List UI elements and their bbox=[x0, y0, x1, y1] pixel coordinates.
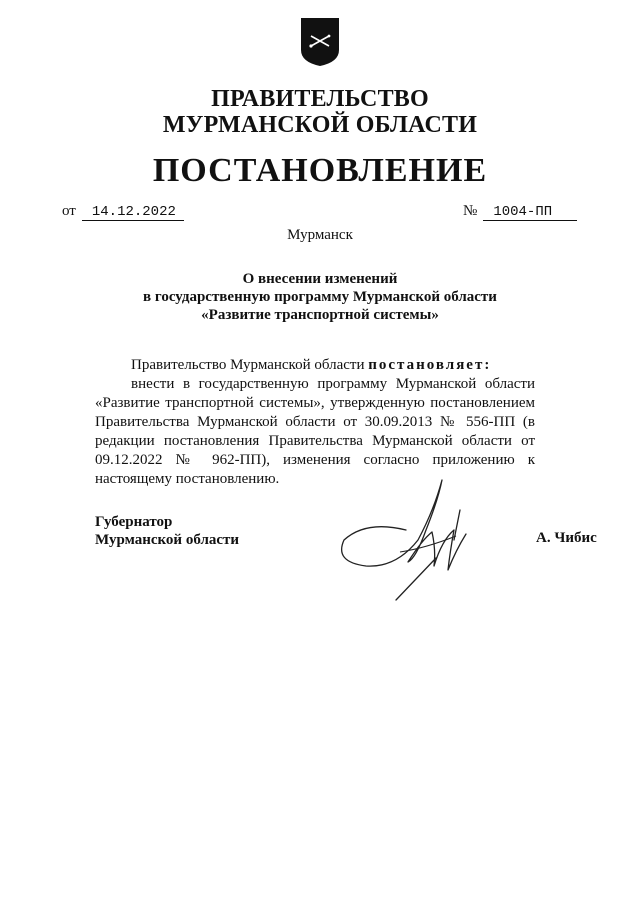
position-line: Мурманской области bbox=[95, 532, 240, 548]
document-subject bbox=[0, 270, 640, 324]
number-prefix: № bbox=[463, 203, 478, 219]
document-type-title: ПОСТАНОВЛЕНИЕ bbox=[152, 152, 488, 189]
handwritten-signature bbox=[336, 470, 486, 610]
signatory-position bbox=[95, 513, 239, 549]
document-number bbox=[463, 203, 577, 221]
org-name-line1: ПРАВИТЕЛЬСТВО bbox=[211, 86, 429, 112]
decree-intro bbox=[95, 356, 535, 375]
date-prefix: от bbox=[62, 203, 76, 219]
position-line: Губернатор bbox=[95, 514, 173, 530]
subject-line: в государственную программу Мурманской области bbox=[143, 289, 497, 305]
date-value: 14.12.2022 bbox=[82, 204, 184, 221]
coat-of-arms-icon bbox=[299, 16, 341, 68]
number-value: 1004-ПП bbox=[483, 204, 577, 221]
city-name: Мурманск bbox=[287, 227, 353, 243]
document-date bbox=[62, 203, 184, 221]
signatory-name: А. Чибис bbox=[536, 530, 597, 546]
decree-intro-text: Правительство Мурманской области bbox=[131, 357, 369, 373]
subject-line: «Развитие транспортной системы» bbox=[201, 307, 439, 323]
org-name-line2: МУРМАНСКОЙ ОБЛАСТИ bbox=[162, 112, 478, 138]
decree-paragraph: внести в государственную программу Мурманской области «Развитие транспортной системы», утвержденную постановлением Правительства Мурманской области от 30.09.2013 № 556-ПП (в редакции постановления Правительства Мурманской области от 09.12.2022 № 962-ПП), изменения согласно приложению к настоящему постановлению. bbox=[95, 376, 535, 487]
decree-keyword: постановляет: bbox=[368, 357, 492, 373]
subject-line: О внесении изменений bbox=[242, 271, 398, 287]
